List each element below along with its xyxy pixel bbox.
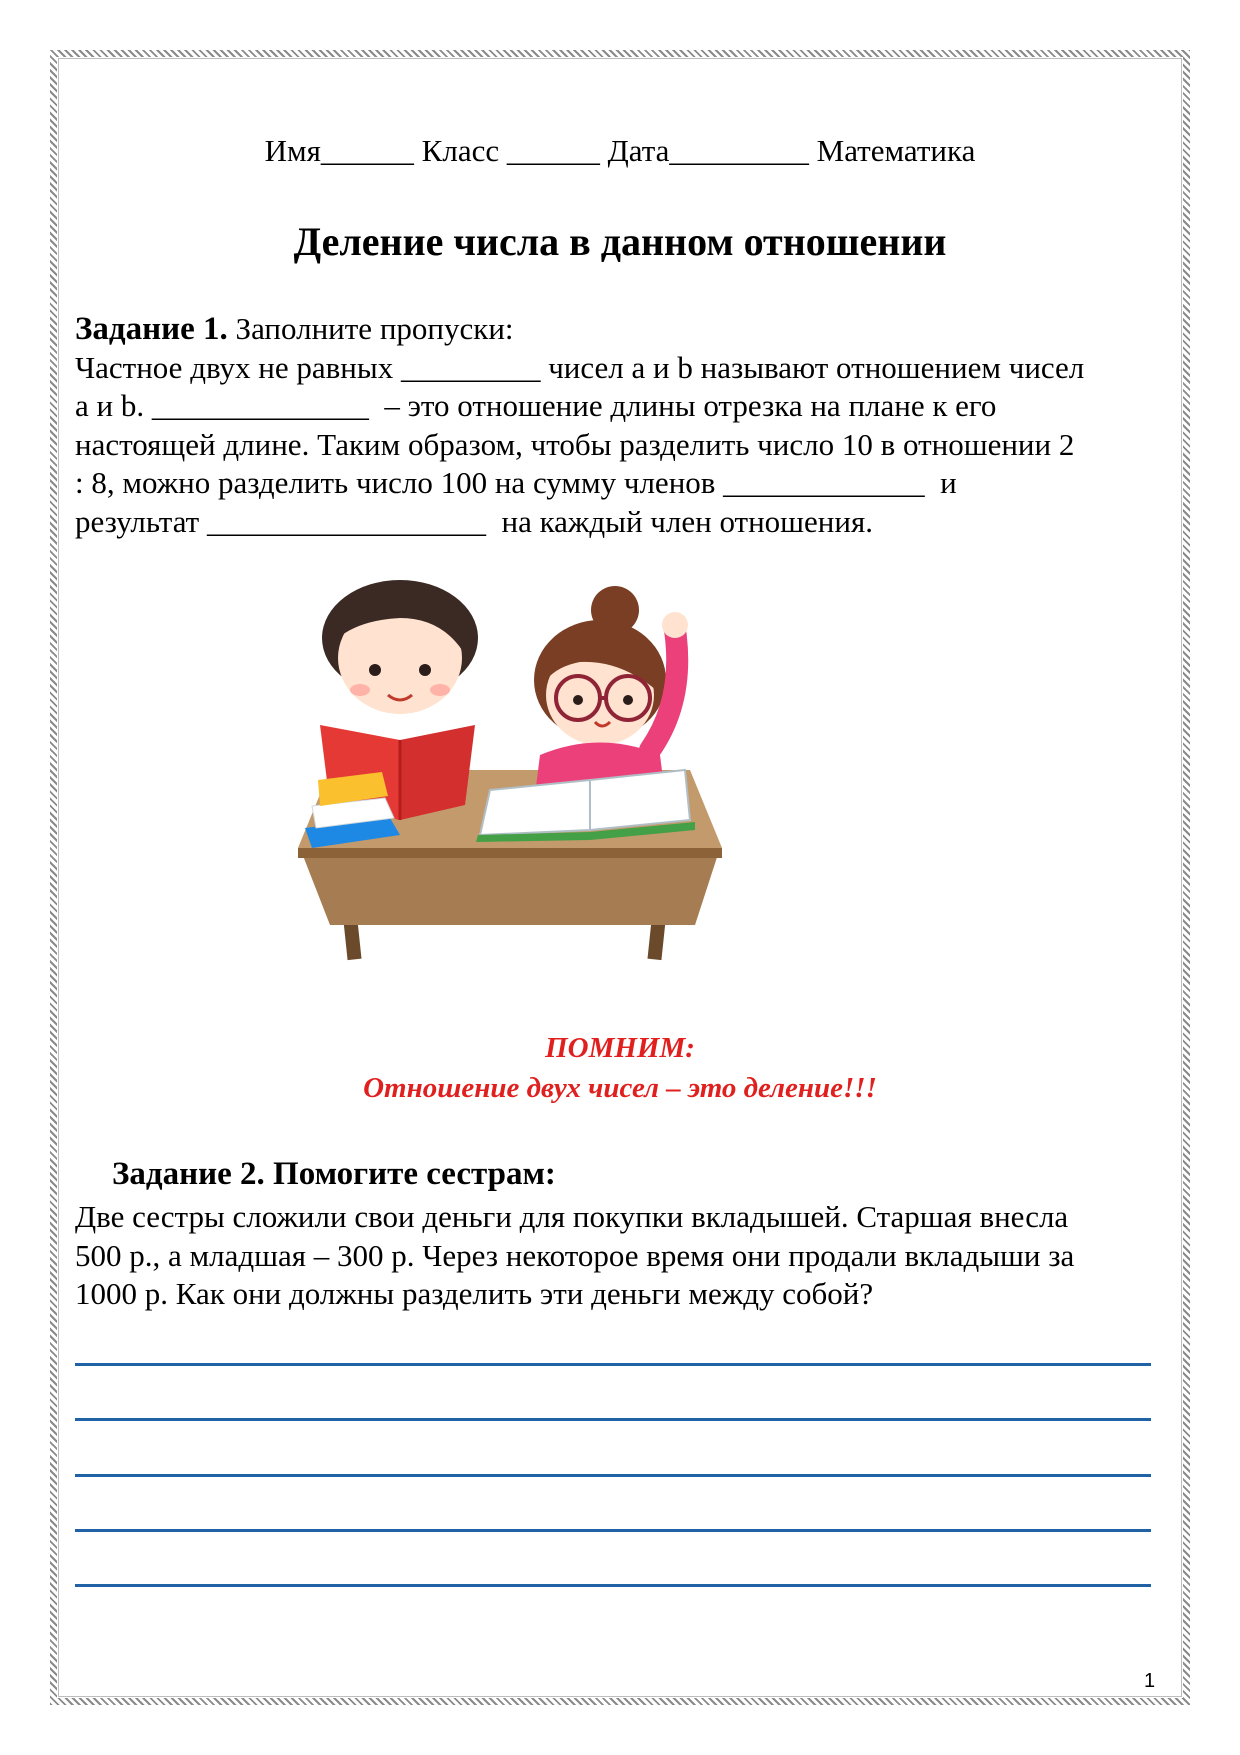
task-2-line: 1000 р. Как они должны разделить эти деньги между собой? [75, 1276, 874, 1311]
answer-line[interactable] [75, 1529, 1151, 1532]
task-2-text [75, 1198, 1175, 1314]
task-2-line: Две сестры сложили свои деньги для покупки вкладышей. Старшая внесла [75, 1199, 1069, 1234]
answer-line[interactable] [75, 1418, 1151, 1421]
task-1-instruction: Заполните пропуски: [227, 311, 514, 346]
page-number: 1 [1144, 1670, 1156, 1692]
task-1-line: a и b. ______________ – это отношение длины отрезка на плане к его [75, 388, 997, 423]
reminder-text: Отношение двух чисел – это деление!!! [363, 1072, 877, 1104]
student-info-line: Имя______ Класс ______ Дата_________ Математика [264, 133, 976, 168]
worksheet-title: Деление числа в данном отношении [293, 219, 947, 264]
task-1-line: : 8, можно разделить число 100 на сумму членов _____________ и [75, 465, 957, 500]
task-1-line: результат __________________ на каждый член отношения. [75, 503, 873, 539]
answer-line[interactable] [75, 1584, 1151, 1587]
task-1 [75, 310, 1175, 541]
task-2-title: Задание 2. Помогите сестрам: [112, 1156, 556, 1192]
task-1-line: Частное двух не равных _________ чисел a и b называют отношением чисел [75, 349, 1085, 385]
task-1-line: настоящей длине. Таким образом, чтобы разделить число 10 в отношении 2 [75, 426, 1075, 462]
task-2-line: 500 р., а младшая – 300 р. Через некоторое время они продали вкладыши за [75, 1237, 1075, 1273]
reminder-heading: ПОМНИМ: [545, 1032, 695, 1064]
answer-line[interactable] [75, 1363, 1151, 1366]
task-1-label: Задание 1. [75, 311, 228, 347]
answer-line[interactable] [75, 1474, 1151, 1477]
children-at-desk-illustration [290, 580, 730, 980]
